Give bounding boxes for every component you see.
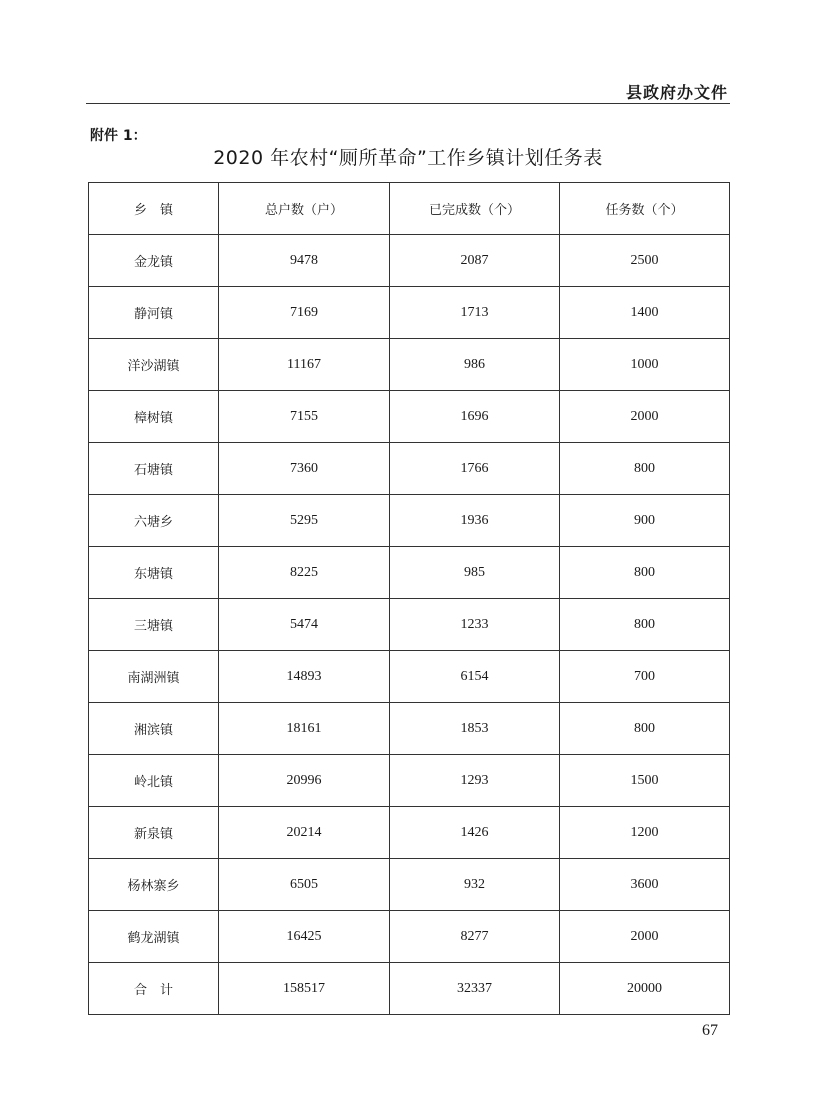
completed-cell: 1233 bbox=[390, 599, 560, 651]
task-cell: 1500 bbox=[560, 755, 730, 807]
completed-cell: 1936 bbox=[390, 495, 560, 547]
total-households-cell: 11167 bbox=[219, 339, 390, 391]
total-households-cell: 8225 bbox=[219, 547, 390, 599]
task-cell: 20000 bbox=[560, 963, 730, 1015]
table-row bbox=[89, 235, 730, 287]
total-households-cell: 20996 bbox=[219, 755, 390, 807]
total-row bbox=[89, 963, 730, 1015]
task-cell: 1200 bbox=[560, 807, 730, 859]
town-cell: 金龙镇 bbox=[89, 235, 219, 287]
table-row bbox=[89, 807, 730, 859]
total-households-cell: 6505 bbox=[219, 859, 390, 911]
town-cell: 东塘镇 bbox=[89, 547, 219, 599]
task-cell: 900 bbox=[560, 495, 730, 547]
header-divider bbox=[86, 103, 730, 104]
total-households-cell: 20214 bbox=[219, 807, 390, 859]
task-cell: 3600 bbox=[560, 859, 730, 911]
town-cell: 六塘乡 bbox=[89, 495, 219, 547]
completed-cell: 932 bbox=[390, 859, 560, 911]
task-table bbox=[88, 182, 730, 1015]
total-households-cell: 7169 bbox=[219, 287, 390, 339]
task-cell: 700 bbox=[560, 651, 730, 703]
completed-cell: 1426 bbox=[390, 807, 560, 859]
completed-cell: 985 bbox=[390, 547, 560, 599]
column-header-town: 乡 镇 bbox=[89, 183, 219, 235]
completed-cell: 2087 bbox=[390, 235, 560, 287]
total-households-cell: 7360 bbox=[219, 443, 390, 495]
table-title: 2020 年农村“厕所革命”工作乡镇计划任务表 bbox=[213, 147, 603, 169]
task-cell: 800 bbox=[560, 599, 730, 651]
town-cell: 石塘镇 bbox=[89, 443, 219, 495]
completed-cell: 1766 bbox=[390, 443, 560, 495]
page-number: 67 bbox=[702, 1022, 718, 1039]
completed-cell: 1293 bbox=[390, 755, 560, 807]
town-cell: 樟树镇 bbox=[89, 391, 219, 443]
total-households-cell: 158517 bbox=[219, 963, 390, 1015]
column-header-completed: 已完成数（个） bbox=[390, 183, 560, 235]
total-households-cell: 18161 bbox=[219, 703, 390, 755]
table-row bbox=[89, 339, 730, 391]
table-row bbox=[89, 547, 730, 599]
task-cell: 2000 bbox=[560, 911, 730, 963]
completed-cell: 1853 bbox=[390, 703, 560, 755]
table-row bbox=[89, 391, 730, 443]
attachment-label: 附件 1： bbox=[90, 128, 147, 144]
completed-cell: 32337 bbox=[390, 963, 560, 1015]
total-households-cell: 9478 bbox=[219, 235, 390, 287]
total-households-cell: 16425 bbox=[219, 911, 390, 963]
table-row bbox=[89, 495, 730, 547]
total-label-cell: 合 计 bbox=[89, 963, 219, 1015]
table-row bbox=[89, 599, 730, 651]
table-row bbox=[89, 911, 730, 963]
completed-cell: 1713 bbox=[390, 287, 560, 339]
town-cell: 静河镇 bbox=[89, 287, 219, 339]
task-cell: 800 bbox=[560, 443, 730, 495]
header-title: 县政府办文件 bbox=[625, 83, 728, 102]
task-cell: 1400 bbox=[560, 287, 730, 339]
table-header-row bbox=[89, 183, 730, 235]
table-row bbox=[89, 651, 730, 703]
table-row bbox=[89, 755, 730, 807]
town-cell: 鹤龙湖镇 bbox=[89, 911, 219, 963]
table-row bbox=[89, 287, 730, 339]
task-cell: 800 bbox=[560, 547, 730, 599]
town-cell: 新泉镇 bbox=[89, 807, 219, 859]
completed-cell: 1696 bbox=[390, 391, 560, 443]
town-cell: 湘滨镇 bbox=[89, 703, 219, 755]
column-header-task: 任务数（个） bbox=[560, 183, 730, 235]
task-cell: 1000 bbox=[560, 339, 730, 391]
table-row bbox=[89, 859, 730, 911]
table-row bbox=[89, 703, 730, 755]
town-cell: 洋沙湖镇 bbox=[89, 339, 219, 391]
town-cell: 南湖洲镇 bbox=[89, 651, 219, 703]
total-households-cell: 5474 bbox=[219, 599, 390, 651]
total-households-cell: 5295 bbox=[219, 495, 390, 547]
task-cell: 2000 bbox=[560, 391, 730, 443]
table-row bbox=[89, 443, 730, 495]
total-households-cell: 7155 bbox=[219, 391, 390, 443]
completed-cell: 986 bbox=[390, 339, 560, 391]
task-cell: 800 bbox=[560, 703, 730, 755]
town-cell: 三塘镇 bbox=[89, 599, 219, 651]
town-cell: 杨林寨乡 bbox=[89, 859, 219, 911]
total-households-cell: 14893 bbox=[219, 651, 390, 703]
task-cell: 2500 bbox=[560, 235, 730, 287]
completed-cell: 8277 bbox=[390, 911, 560, 963]
town-cell: 岭北镇 bbox=[89, 755, 219, 807]
column-header-total-households: 总户数（户） bbox=[219, 183, 390, 235]
completed-cell: 6154 bbox=[390, 651, 560, 703]
